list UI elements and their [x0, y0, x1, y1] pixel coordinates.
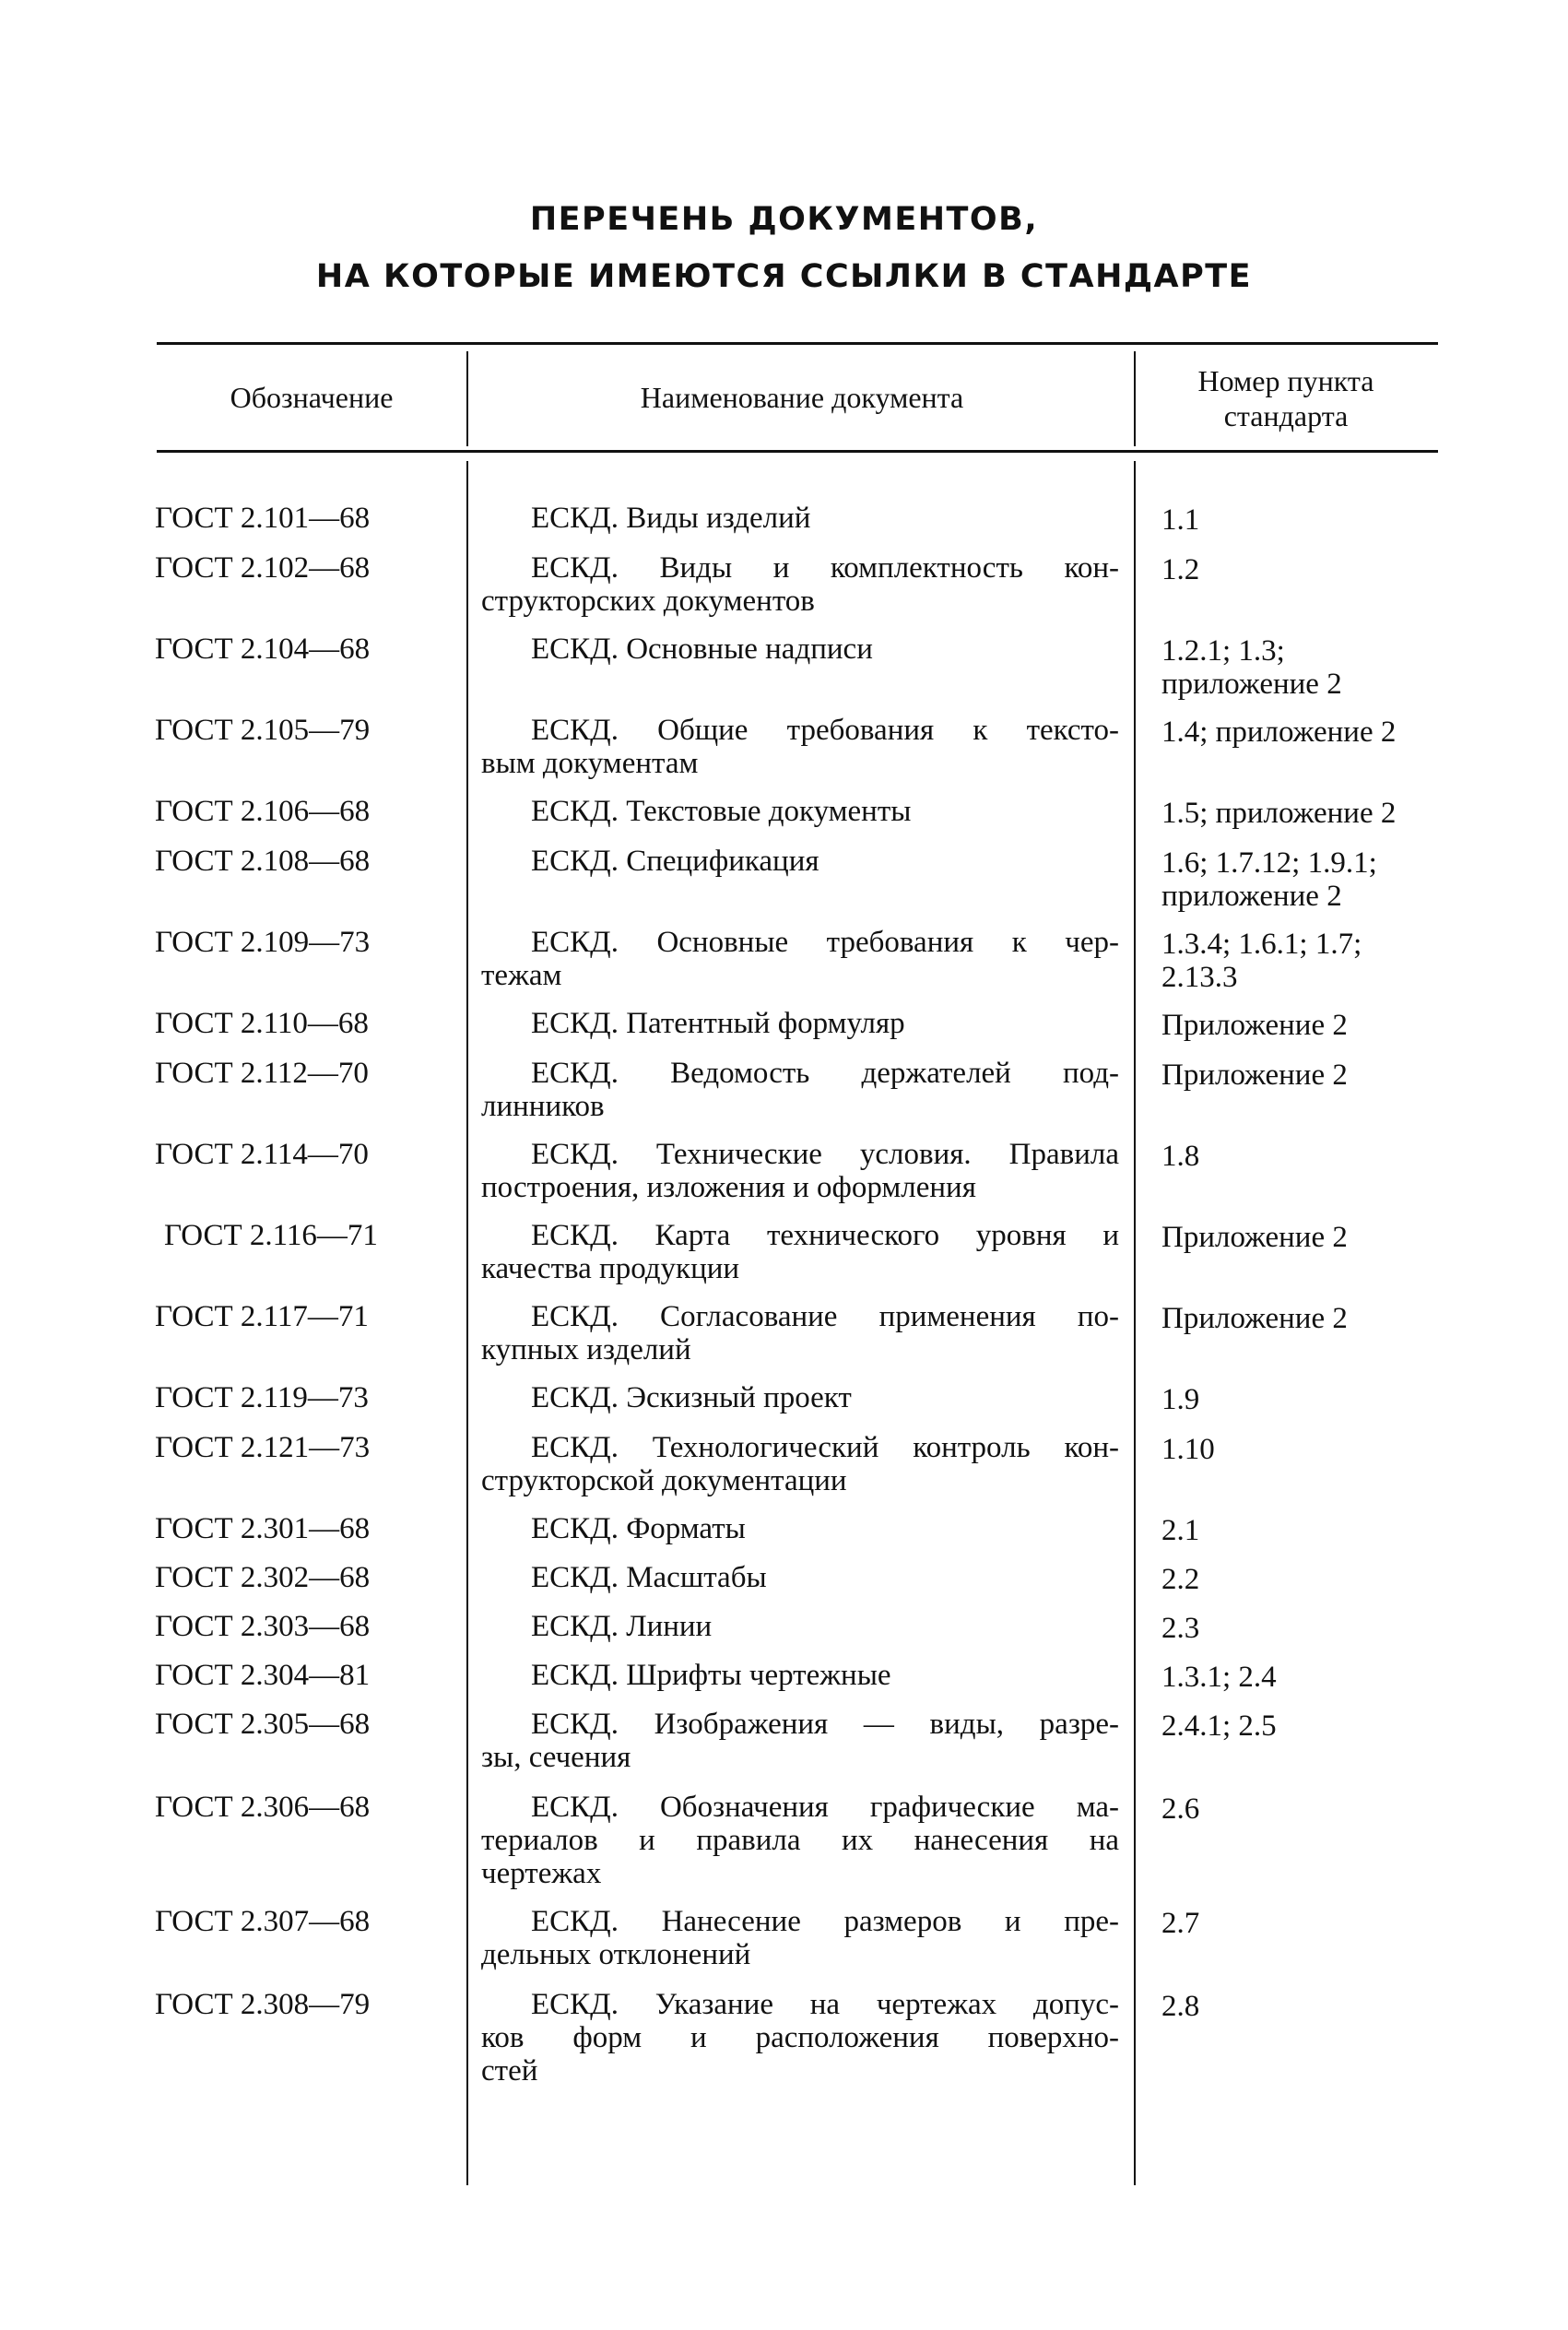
row-designation: ГОСТ 2.306—68: [155, 1791, 371, 1824]
row-name-cont: дельных отклонений: [481, 1938, 751, 1971]
row-designation: ГОСТ 2.102—68: [155, 551, 371, 585]
row-name-cont: качества продукции: [481, 1252, 740, 1285]
header-divider-left: [466, 351, 468, 446]
row-item-ref: 1.8: [1161, 1140, 1200, 1173]
row-name: ЕСКД. Виды изделий: [531, 502, 811, 535]
row-name: ЕСКД. Указание на чертежах допус-: [531, 1988, 1119, 2021]
row-item-ref: 2.8: [1161, 1990, 1200, 2023]
column-header-designation: Обозначение: [230, 381, 394, 414]
row-item-ref: Приложение 2: [1161, 1221, 1348, 1254]
row-designation: ГОСТ 2.101—68: [155, 502, 371, 535]
row-item-ref: Приложение 2: [1161, 1009, 1348, 1042]
row-designation: ГОСТ 2.116—71: [164, 1219, 378, 1252]
row-name: ЕСКД. Линии: [531, 1610, 713, 1643]
row-name: ЕСКД. Эскизный проект: [531, 1381, 852, 1414]
row-item-ref: 2.6: [1161, 1792, 1200, 1826]
column-divider-right: [1134, 461, 1136, 2185]
row-designation: ГОСТ 2.119—73: [155, 1381, 369, 1414]
row-name: ЕСКД. Нанесение размеров и пре-: [531, 1905, 1119, 1938]
row-item-ref: 1.5; приложение 2: [1161, 797, 1397, 830]
row-designation: ГОСТ 2.308—79: [155, 1988, 371, 2021]
table-header-rule: [157, 450, 1438, 453]
row-name: ЕСКД. Спецификация: [531, 845, 819, 878]
column-header-name: Наименование документа: [640, 381, 964, 414]
row-designation: ГОСТ 2.106—68: [155, 795, 371, 828]
row-name: ЕСКД. Шрифты чертежные: [531, 1659, 891, 1692]
row-name: ЕСКД. Общие требования к тексто-: [531, 714, 1119, 747]
row-item-ref: Приложение 2: [1161, 1059, 1348, 1092]
table-top-rule: [157, 342, 1438, 345]
row-name-cont: стей: [481, 2054, 538, 2088]
row-item-ref: 1.10: [1161, 1433, 1215, 1466]
row-item-ref: 1.2: [1161, 553, 1200, 586]
column-header-item-number: Номер пункта: [1197, 364, 1374, 397]
row-name-cont: линников: [481, 1090, 605, 1123]
row-designation: ГОСТ 2.112—70: [155, 1057, 369, 1090]
row-name-cont: тежам: [481, 959, 562, 992]
row-designation: ГОСТ 2.117—71: [155, 1300, 369, 1333]
row-name-cont: зы, сечения: [481, 1741, 631, 1774]
row-item-ref: 2.1: [1161, 1514, 1200, 1547]
row-name-cont: вым документам: [481, 747, 699, 780]
row-designation: ГОСТ 2.304—81: [155, 1659, 371, 1692]
row-item-ref: 2.7: [1161, 1907, 1200, 1940]
row-name: ЕСКД. Ведомость держателей под-: [531, 1057, 1119, 1090]
row-name: ЕСКД. Изображения — виды, разре-: [531, 1708, 1119, 1741]
row-designation: ГОСТ 2.305—68: [155, 1708, 371, 1741]
row-name-cont: структорской документации: [481, 1464, 847, 1497]
row-name: ЕСКД. Патентный формуляр: [531, 1007, 905, 1040]
row-item-ref: 2.3: [1161, 1612, 1200, 1645]
column-divider-left: [466, 461, 468, 2185]
column-header-item-number-cont: стандарта: [1223, 399, 1349, 432]
row-item-ref: 1.6; 1.7.12; 1.9.1;: [1161, 846, 1377, 880]
row-name: ЕСКД. Виды и комплектность кон-: [531, 551, 1119, 585]
row-designation: ГОСТ 2.302—68: [155, 1561, 371, 1594]
row-item-ref-cont: 2.13.3: [1161, 961, 1238, 994]
row-item-ref: 1.9: [1161, 1383, 1200, 1416]
row-name-cont: построения, изложения и оформления: [481, 1171, 976, 1204]
row-item-ref: Приложение 2: [1161, 1302, 1348, 1335]
row-designation: ГОСТ 2.110—68: [155, 1007, 369, 1040]
row-name: ЕСКД. Текстовые документы: [531, 795, 912, 828]
row-name: ЕСКД. Технологический контроль кон-: [531, 1431, 1119, 1464]
row-item-ref: 1.3.1; 2.4: [1161, 1661, 1277, 1694]
row-designation: ГОСТ 2.105—79: [155, 714, 371, 747]
row-designation: ГОСТ 2.303—68: [155, 1610, 371, 1643]
row-name: ЕСКД. Технические условия. Правила: [531, 1138, 1119, 1171]
row-name-cont: чертежах: [481, 1857, 602, 1890]
row-item-ref: 1.2.1; 1.3;: [1161, 634, 1285, 668]
row-item-ref-cont: приложение 2: [1161, 880, 1342, 913]
row-designation: ГОСТ 2.307—68: [155, 1905, 371, 1938]
row-designation: ГОСТ 2.109—73: [155, 926, 371, 959]
row-item-ref-cont: приложение 2: [1161, 668, 1342, 701]
row-name-cont: териалов и правила их нанесения на: [481, 1824, 1119, 1857]
row-item-ref: 1.3.4; 1.6.1; 1.7;: [1161, 928, 1362, 961]
row-name-cont: купных изделий: [481, 1333, 691, 1366]
row-name: ЕСКД. Форматы: [531, 1512, 746, 1545]
row-designation: ГОСТ 2.108—68: [155, 845, 371, 878]
row-designation: ГОСТ 2.104—68: [155, 633, 371, 666]
row-name: ЕСКД. Основные надписи: [531, 633, 873, 666]
page-subtitle: НА КОТОРЫЕ ИМЕЮТСЯ ССЫЛКИ В СТАНДАРТЕ: [315, 258, 1253, 295]
row-designation: ГОСТ 2.121—73: [155, 1431, 371, 1464]
row-name-cont: ков форм и расположения поверхно-: [481, 2021, 1119, 2054]
row-designation: ГОСТ 2.114—70: [155, 1138, 369, 1171]
row-item-ref: 1.1: [1161, 503, 1200, 537]
row-item-ref: 1.4; приложение 2: [1161, 716, 1397, 749]
row-name: ЕСКД. Обозначения графические ма-: [531, 1791, 1119, 1824]
row-name: ЕСКД. Карта технического уровня и: [531, 1219, 1119, 1252]
row-name: ЕСКД. Согласование применения по-: [531, 1300, 1119, 1333]
row-designation: ГОСТ 2.301—68: [155, 1512, 371, 1545]
page-title: ПЕРЕЧЕНЬ ДОКУМЕНТОВ,: [529, 201, 1039, 238]
row-name-cont: структорских документов: [481, 585, 815, 618]
row-name: ЕСКД. Масштабы: [531, 1561, 767, 1594]
row-item-ref: 2.2: [1161, 1563, 1200, 1596]
row-name: ЕСКД. Основные требования к чер-: [531, 926, 1119, 959]
row-item-ref: 2.4.1; 2.5: [1161, 1709, 1277, 1743]
